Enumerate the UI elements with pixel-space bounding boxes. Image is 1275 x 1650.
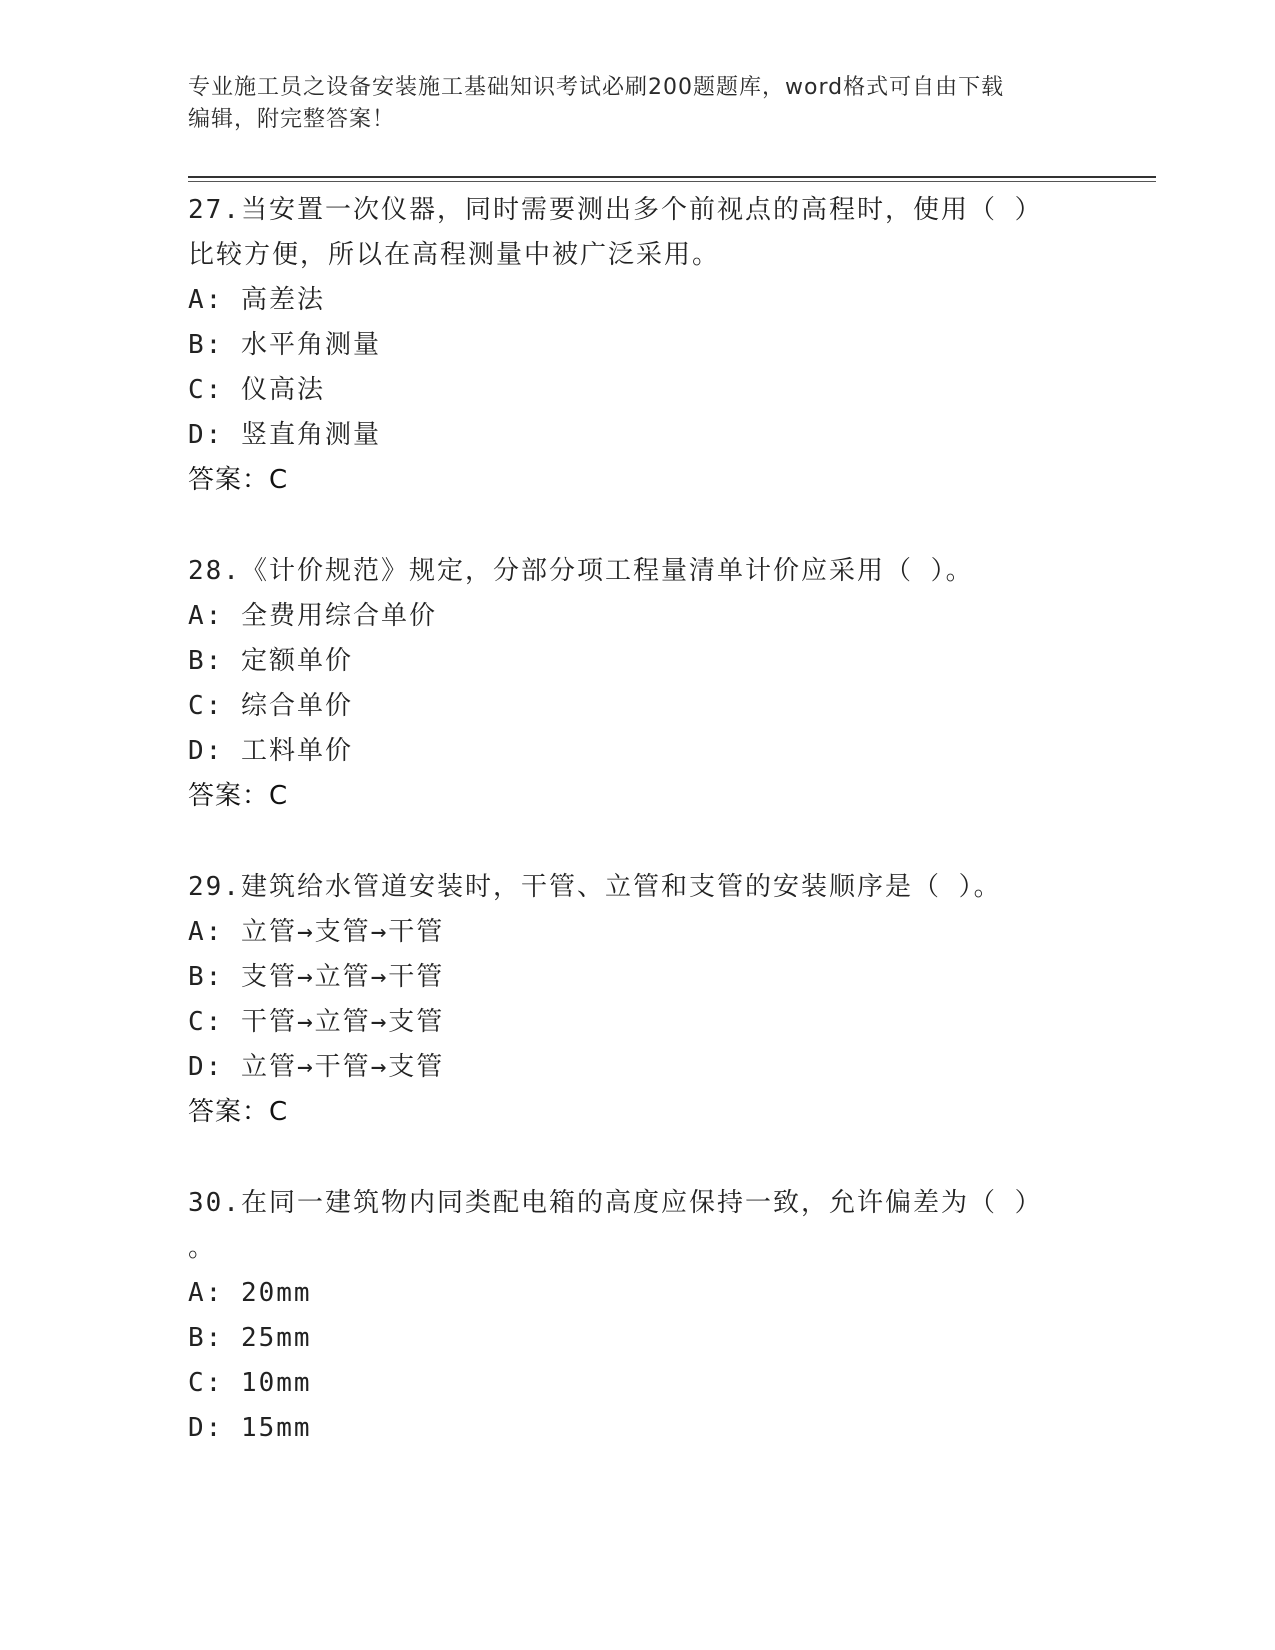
question-30-option-d: D: 15mm — [188, 1413, 312, 1443]
question-28-option-c: C: 综合单价 — [188, 691, 353, 721]
question-28-option-a: A: 全费用综合单价 — [188, 601, 437, 631]
question-29-answer — [188, 1090, 1068, 1135]
question-27 — [188, 188, 1068, 503]
question-27-option-a: A: 高差法 — [188, 285, 325, 315]
question-30-stem-line-2: 。 — [188, 1233, 217, 1263]
question-27-option-c: C: 仪高法 — [188, 375, 325, 405]
question-29-option-a: A: 立管→支管→干管 — [188, 917, 445, 947]
question-28-option-d: D: 工料单价 — [188, 736, 353, 766]
question-30-option-b: B: 25mm — [188, 1323, 312, 1353]
question-30-stem-line-1: 30.在同一建筑物内同类配电箱的高度应保持一致，允许偏差为（ ） — [188, 1188, 1043, 1218]
question-29-option-b: B: 支管→立管→干管 — [188, 962, 445, 992]
question-29-option-c: C: 干管→立管→支管 — [188, 1007, 445, 1037]
answer-value: C — [269, 465, 289, 495]
question-27-stem-line-2: 比较方便，所以在高程测量中被广泛采用。 — [188, 240, 721, 270]
question-list — [188, 188, 1068, 1497]
header-title-line-2: 编辑，附完整答案！ — [188, 107, 396, 132]
question-29-stem-line-1: 29.建筑给水管道安装时，干管、立管和支管的安装顺序是（ ）。 — [188, 872, 1002, 902]
question-30-option-a: A: 20mm — [188, 1278, 312, 1308]
question-28-stem-line-1: 28.《计价规范》规定，分部分项工程量清单计价应采用（ ）。 — [188, 556, 974, 586]
header-title-line-1: 专业施工员之设备安装施工基础知识考试必刷200题题库，word格式可自由下载 — [188, 75, 1005, 100]
question-30 — [188, 1181, 1068, 1451]
header-divider-thin — [188, 181, 1156, 182]
answer-label: 答案： — [188, 781, 270, 811]
answer-label: 答案： — [188, 1097, 270, 1127]
answer-value: C — [269, 1097, 289, 1127]
answer-label: 答案： — [188, 465, 270, 495]
question-28-option-b: B: 定额单价 — [188, 646, 353, 676]
question-27-option-d: D: 竖直角测量 — [188, 420, 381, 450]
header-divider-thick — [188, 176, 1156, 178]
question-27-stem-line-1: 27.当安置一次仪器，同时需要测出多个前视点的高程时，使用（ ） — [188, 195, 1043, 225]
question-28 — [188, 549, 1068, 819]
question-30-option-c: C: 10mm — [188, 1368, 312, 1398]
question-27-option-b: B: 水平角测量 — [188, 330, 381, 360]
document-header — [188, 72, 1068, 136]
answer-value: C — [269, 781, 289, 811]
question-27-answer — [188, 458, 1068, 503]
question-28-answer — [188, 774, 1068, 819]
question-29 — [188, 865, 1068, 1135]
question-29-option-d: D: 立管→干管→支管 — [188, 1052, 445, 1082]
